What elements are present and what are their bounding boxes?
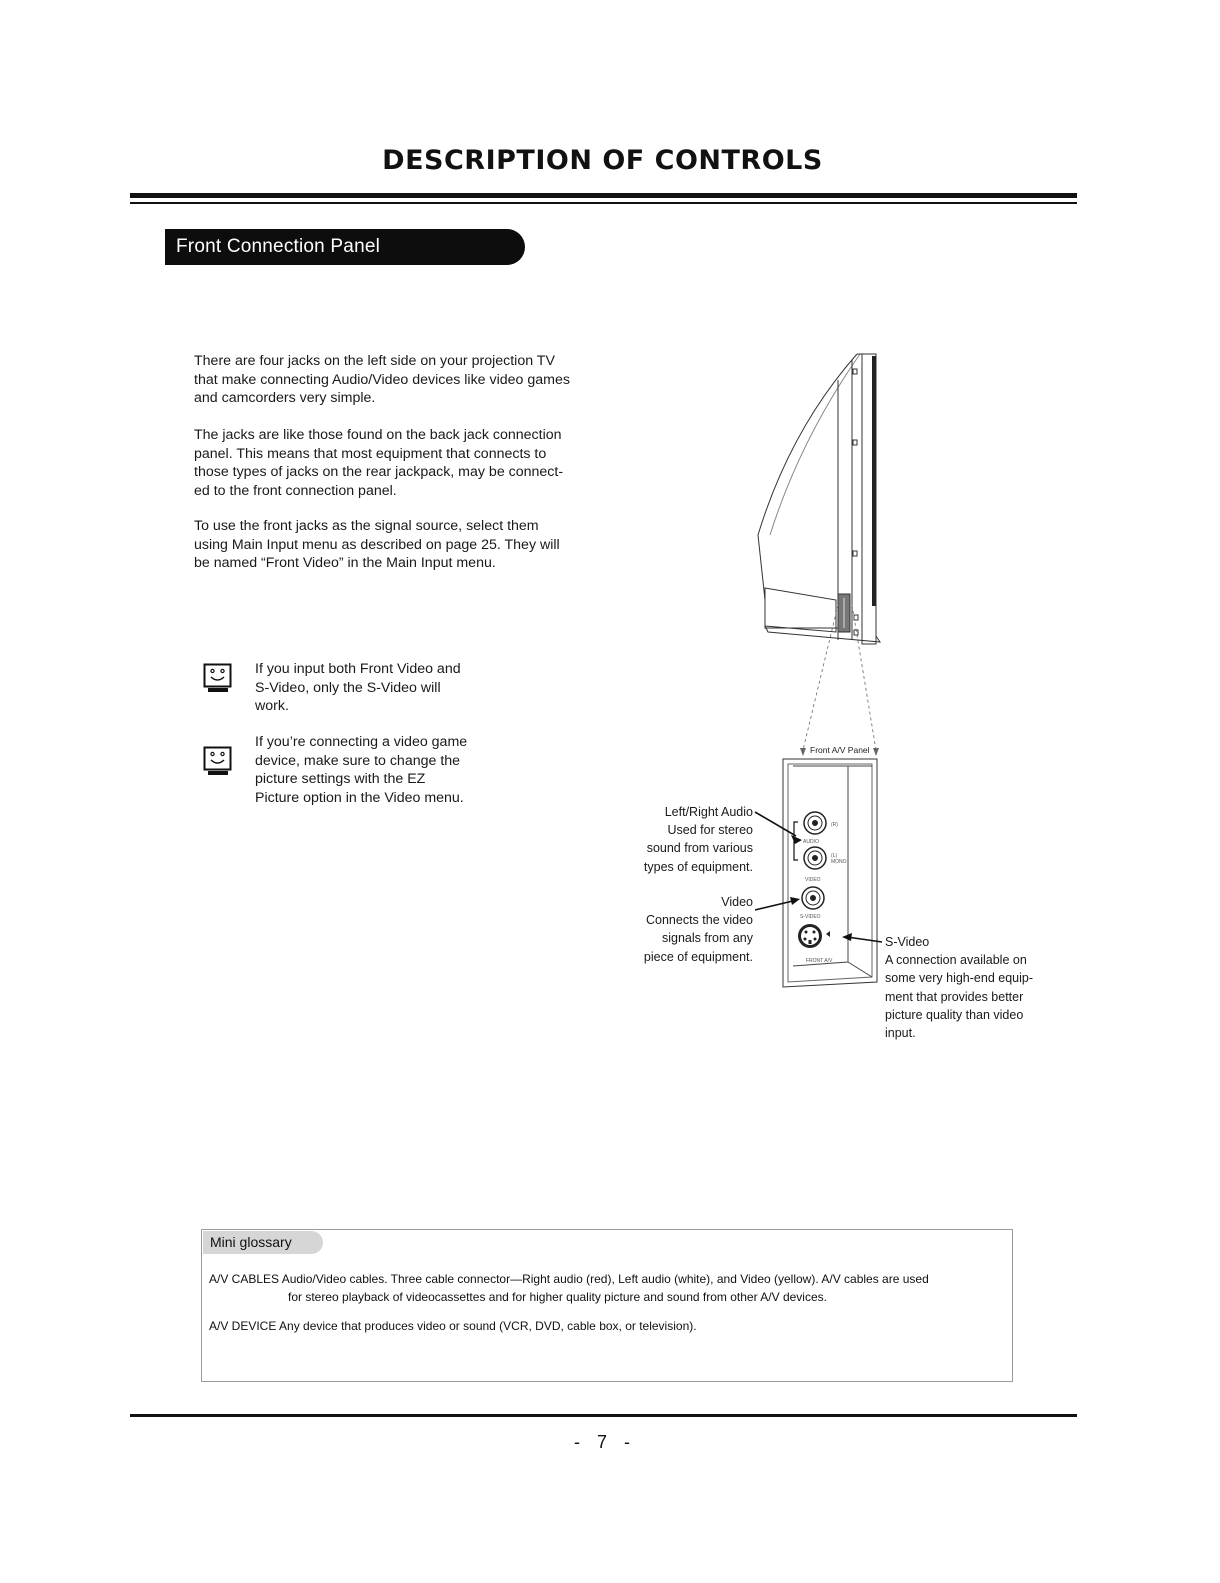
glossary-term: A/V DEVICE — [209, 1319, 277, 1333]
text-line: picture settings with the EZ — [255, 771, 426, 787]
text-line: There are four jacks on the left side on your projection TV — [194, 353, 555, 369]
text-line: device, make sure to change the — [255, 752, 461, 769]
text-line: using Main Input menu as described on page 25. They will — [194, 536, 560, 553]
text-line: Used for stereo — [667, 823, 753, 838]
glossary-entry-av-cables — [209, 1270, 1009, 1288]
glossary-tab — [203, 1231, 323, 1254]
text-line: those types of jacks on the rear jackpack, may be connect- — [194, 464, 564, 480]
text-line: To use the front jacks as the signal source, select them — [194, 518, 539, 534]
note-front-video — [255, 660, 495, 716]
section-title: Front Connection Panel — [176, 236, 381, 257]
text-line: and camcorders very simple. — [194, 390, 376, 406]
smiley-tv-icon — [203, 746, 233, 776]
glossary-entry-av-cables-cont — [288, 1288, 1008, 1306]
jack-label: (R) — [831, 822, 838, 828]
jack-label: AUDIO — [803, 839, 819, 845]
jack-label: FRONT A/V — [806, 958, 833, 964]
glossary-title: Mini glossary — [210, 1234, 292, 1250]
text-line: be named “Front Video” in the Main Input menu. — [194, 555, 496, 571]
smiley-tv-icon — [203, 663, 233, 693]
page-title: DESCRIPTION OF CONTROLS — [382, 145, 823, 176]
note-video-game — [255, 733, 495, 807]
text-line: S-Video — [885, 935, 930, 949]
text-line: A connection available on — [885, 953, 1027, 968]
tv-side-view — [758, 354, 880, 644]
text-line: types of equipment. — [643, 859, 753, 874]
text-line: The jacks are like those found on the back jack connection — [194, 427, 562, 443]
text-line: If you’re connecting a video game — [255, 734, 468, 750]
text-line: ment that provides better — [885, 989, 1024, 1004]
paragraph-jacks — [194, 426, 614, 500]
panel-caption: Front A/V Panel — [810, 745, 870, 755]
glossary-definition: Audio/Video cables. Three cable connector—Right audio (red), Left audio (white), and Video (yellow). A/V cables are used — [281, 1272, 929, 1286]
text-line: Video — [721, 895, 753, 909]
page-number: - 7 - — [573, 1432, 636, 1452]
callout-video — [600, 893, 753, 966]
text-line: picture quality than video — [885, 1007, 1024, 1022]
text-line: Left/Right Audio — [664, 805, 753, 819]
text-line: input. — [885, 1026, 916, 1041]
jack-label: S-VIDEO — [800, 914, 821, 920]
glossary-entry-av-device — [209, 1317, 1009, 1335]
text-line: that make connecting Audio/Video devices like video games — [194, 371, 570, 388]
section-banner — [165, 229, 525, 265]
text-line: piece of equipment. — [643, 949, 753, 964]
jack-label: MONO — [831, 859, 847, 865]
header-rule-thin — [130, 202, 1077, 204]
text-line: some very high-end equip- — [885, 971, 1033, 986]
glossary-term: A/V CABLES — [209, 1272, 280, 1286]
video-jack — [802, 887, 824, 909]
text-line: signals from any — [661, 931, 753, 946]
audio-jack-right — [804, 812, 826, 834]
glossary-definition: Any device that produces video or sound (VCR, DVD, cable box, or television). — [279, 1319, 697, 1333]
text-line: work. — [255, 698, 289, 714]
s-video-jack — [798, 924, 822, 948]
jack-label: (L) — [831, 853, 838, 859]
text-line: If you input both Front Video and — [255, 661, 461, 677]
front-av-panel — [783, 759, 877, 987]
text-line: panel. This means that most equipment that connects to — [194, 445, 547, 462]
text-line: Picture option in the Video menu. — [255, 789, 464, 806]
text-line: sound from various — [646, 841, 753, 856]
header-rule-thick — [130, 193, 1077, 198]
text-line: Connects the video — [645, 913, 753, 928]
footer-rule — [130, 1414, 1077, 1417]
paragraph-usage — [194, 517, 614, 573]
callout-s-video — [885, 933, 1065, 1042]
paragraph-intro — [194, 352, 614, 408]
jack-label: VIDEO — [805, 877, 821, 883]
glossary-definition: for stereo playback of videocassettes and for higher quality picture and sound from other A/V devices. — [288, 1290, 827, 1304]
audio-jack-left — [804, 847, 826, 869]
callout-audio — [600, 803, 753, 876]
text-line: S-Video, only the S-Video will — [255, 679, 441, 696]
text-line: ed to the front connection panel. — [194, 482, 397, 499]
